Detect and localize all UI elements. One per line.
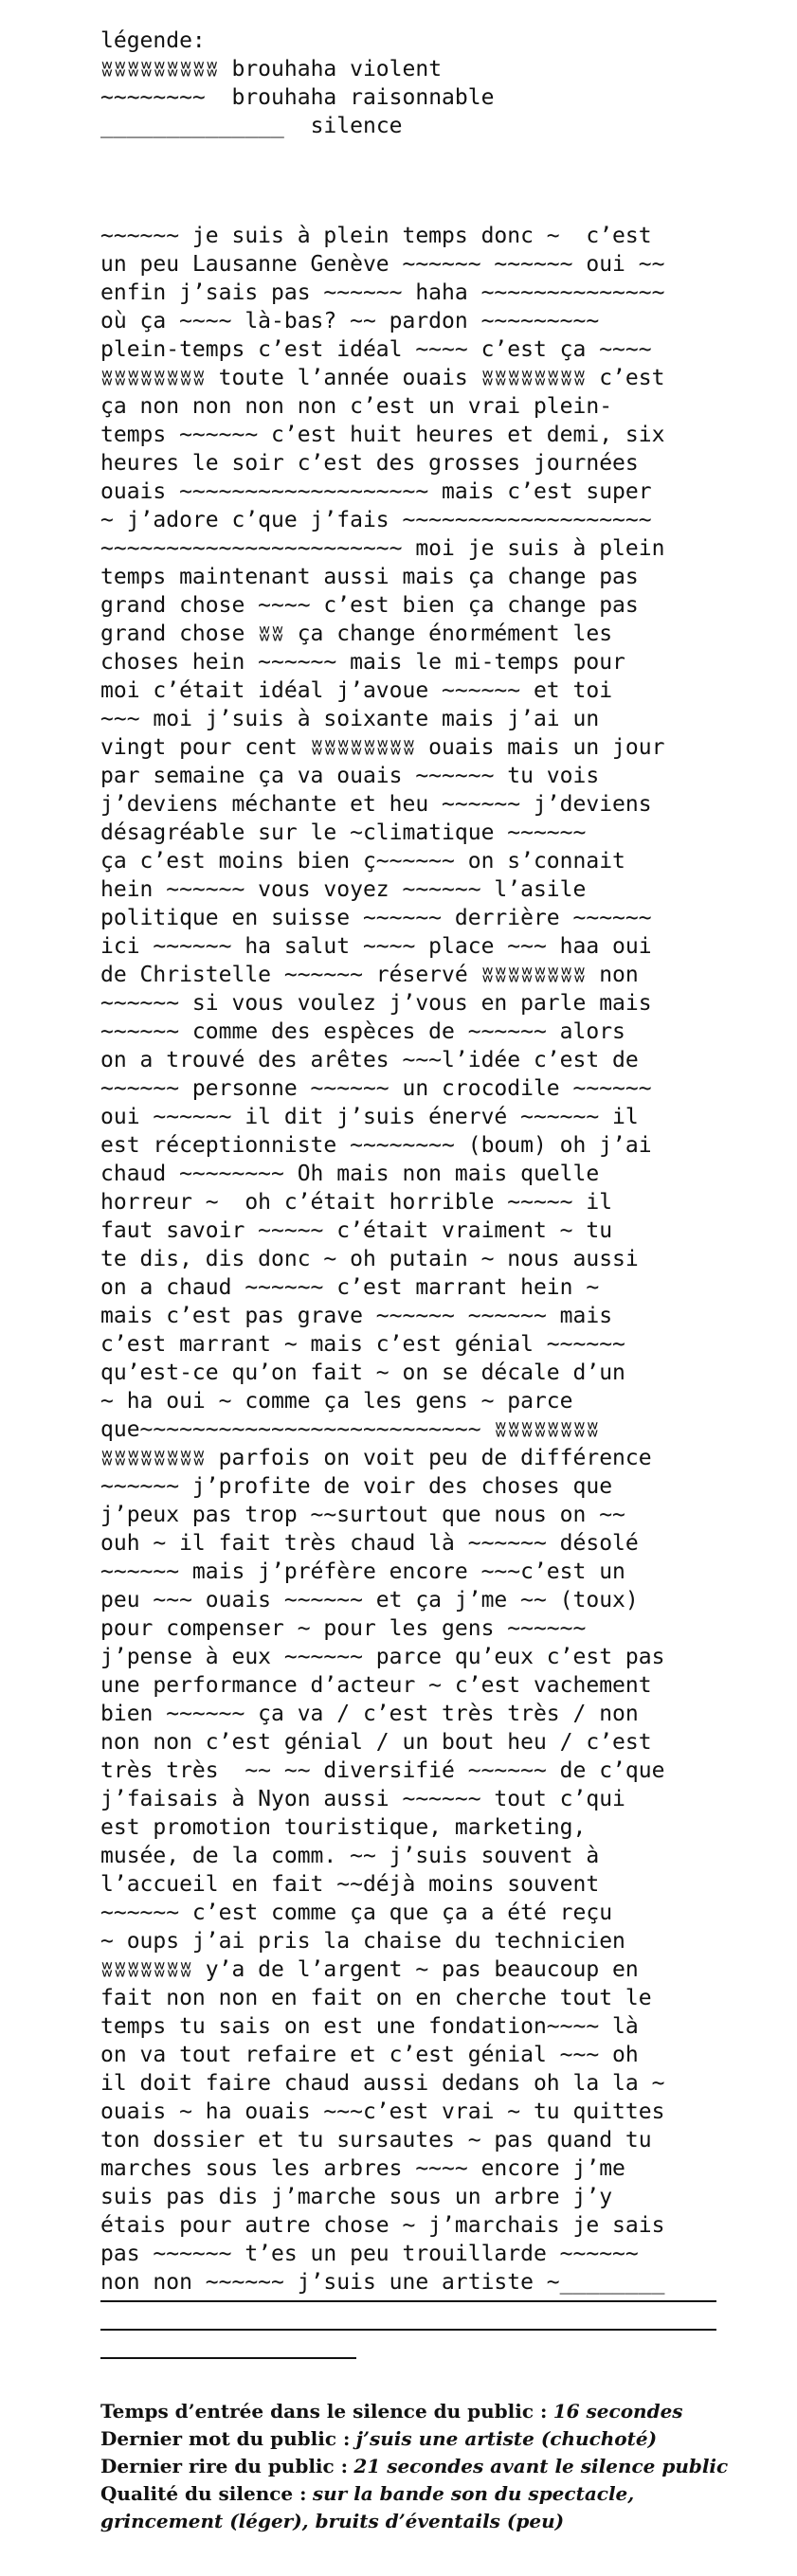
transcript-line: une performance d’acteur ~ c’est vachement [100,1673,652,1698]
transcript-line: ça c’est moins bien ç~~~~~~ on s’connait [100,849,625,874]
transcript-line: qu’est-ce qu’on fait ~ on se décale d’un [100,1360,625,1385]
legend-label: brouhaha violent [231,57,443,81]
note-value: j’suis une artiste (chuchoté) [355,2427,658,2450]
legend-symbol: ʬʬʬʬʬʬʬʬʬ [100,57,219,81]
transcript-line: te dis, dis donc ~ oh putain ~ nous aussi [100,1247,639,1271]
transcript-line: plein-temps c’est idéal ~~~~ c’est ça ~~~~ [100,337,652,362]
transcript-line: que~~~~~~~~~~~~~~~~~~~~~~~~~~ ʬʬʬʬʬʬʬʬ [100,1417,600,1442]
silence-line [100,2357,356,2359]
note-value: sur la bande son du spectacle, [312,2482,635,2505]
transcript-line: pas ~~~~~~ t’es un peu trouillarde ~~~~~~ [100,2242,639,2266]
transcript-line: ~~~~~~~~~~~~~~~~~~~~~~~ moi je suis à plein [100,536,665,561]
note-value: grincement (léger), bruits d’éventails (peu) [100,2510,565,2532]
transcript-line: un peu Lausanne Genève ~~~~~~ ~~~~~~ oui ~~ [100,252,665,277]
note-label: Qualité du silence : [100,2482,307,2505]
transcript-line: ~~~~~~ comme des espèces de ~~~~~~ alors [100,1019,625,1044]
transcript-line: désagréable sur le ~climatique ~~~~~~ [100,820,587,845]
note-label: Dernier mot du public : [100,2427,351,2450]
transcript-line: bien ~~~~~~ ça va / c’est très très / non [100,1702,639,1726]
note-label: Temps d’entrée dans le silence du public : [100,2400,548,2423]
transcript-line: j’pense à eux ~~~~~~ parce qu’eux c’est pas [100,1645,665,1669]
transcript-line: ~ oups j’ai pris la chaise du technicien [100,1929,625,1954]
transcript-line: il doit faire chaud aussi dedans oh la la ~ [100,2071,665,2096]
transcript-line: ~~~~~~ je suis à plein temps donc ~ c’est [100,224,652,248]
transcript-line: vingt pour cent ʬʬʬʬʬʬʬʬ ouais mais un jour [100,735,665,760]
transcript-line: non non c’est génial / un bout heu / c’est [100,1730,652,1755]
transcript-line: ouais ~~~~~~~~~~~~~~~~~~~ mais c’est super [100,479,652,504]
transcript-line: ʬʬʬʬʬʬʬʬ toute l’année ouais ʬʬʬʬʬʬʬʬ c’est [100,366,665,390]
transcript-line: ouh ~ il fait très chaud là ~~~~~~ désolé [100,1531,639,1556]
transcript-line: non non ~~~~~~ j’suis une artiste ~________ [100,2270,665,2295]
note-line [100,2508,745,2535]
transcript-line: marches sous les arbres ~~~~ encore j’me [100,2156,625,2181]
transcript-line: fait non non en fait on en cherche tout le [100,1986,652,2010]
transcript-line: ~~~~~~ c’est comme ça que ça a été reçu [100,1900,613,1925]
transcript-line: politique en suisse ~~~~~~ derrière ~~~~~~ [100,906,652,930]
transcript-line: l’accueil en fait ~~déjà moins souvent [100,1872,600,1897]
legend-label: silence [310,114,403,138]
transcript-line: ʬʬʬʬʬʬʬ y’a de l’argent ~ pas beaucoup en [100,1957,639,1982]
transcript-line: temps maintenant aussi mais ça change pas [100,565,639,589]
transcript-line: temps tu sais on est une fondation~~~~ là [100,2014,639,2039]
note-line [100,2453,745,2480]
note-line [100,2398,745,2425]
transcript-line: de Christelle ~~~~~~ réservé ʬʬʬʬʬʬʬʬ non [100,963,639,987]
legend-title: légende: [100,28,206,53]
transcript-line: temps ~~~~~~ c’est huit heures et demi, six [100,423,665,447]
transcript-line: est promotion touristique, marketing, [100,1815,587,1840]
legend-symbol: ~~~~~~~~ [100,85,206,110]
performance-notes [100,2398,745,2535]
transcript-line: ~~~~~~ j’profite de voir des choses que [100,1474,613,1499]
transcript-line: ~~~ moi j’suis à soixante mais j’ai un [100,707,600,731]
legend-item-silence [100,112,494,140]
transcript-line: choses hein ~~~~~~ mais le mi-temps pour [100,650,625,675]
transcript-line: très très ~~ ~~ diversifié ~~~~~~ de c’que [100,1758,665,1783]
transcript-line: ~~~~~~ si vous voulez j’vous en parle mais [100,991,652,1016]
transcript-line: ~ j’adore c’que j’fais ~~~~~~~~~~~~~~~~~~~ [100,508,652,532]
transcript-line: pour compenser ~ pour les gens ~~~~~~ [100,1616,587,1641]
transcript-line: ~~~~~~ personne ~~~~~~ un crocodile ~~~~~~ [100,1076,652,1101]
note-value: 21 secondes avant le silence public [353,2455,729,2477]
transcript-line: on a chaud ~~~~~~ c’est marrant hein ~ [100,1275,600,1300]
note-line [100,2480,745,2508]
transcript-line: mais c’est pas grave ~~~~~~ ~~~~~~ mais [100,1304,613,1328]
transcript-line: chaud ~~~~~~~~ Oh mais non mais quelle [100,1162,600,1186]
transcript-line: où ça ~~~~ là-bas? ~~ pardon ~~~~~~~~~ [100,309,600,333]
transcript-line: ton dossier et tu sursautes ~ pas quand tu [100,2128,652,2153]
transcript-line: oui ~~~~~~ il dit j’suis énervé ~~~~~~ il [100,1105,639,1129]
transcript-line: c’est marrant ~ mais c’est génial ~~~~~~ [100,1332,625,1357]
silence-line [100,2329,716,2331]
legend-item-reasonable [100,83,494,112]
note-label: Dernier rire du public : [100,2455,349,2477]
legend-symbol: ______________ [100,114,284,138]
transcript-line: par semaine ça va ouais ~~~~~~ tu vois [100,764,600,788]
transcript-text [100,222,726,2297]
legend [100,27,494,140]
transcript-line: faut savoir ~~~~~ c’était vraiment ~ tu [100,1218,613,1243]
transcript-line: grand chose ʬʬ ça change énormément les [100,621,613,646]
legend-label: brouhaha raisonnable [231,85,495,110]
transcript-line: étais pour autre chose ~ j’marchais je sais [100,2213,665,2238]
transcript-line: musée, de la comm. ~~ j’suis souvent à [100,1844,600,1868]
transcript-line: moi c’était idéal j’avoue ~~~~~~ et toi [100,678,613,703]
transcript-line: ça non non non non c’est un vrai plein- [100,394,613,419]
silence-rules [100,2300,716,2386]
transcript-line: ~~~~~~ mais j’préfère encore ~~~c’est un [100,1559,625,1584]
transcript-line: peu ~~~ ouais ~~~~~~ et ça j’me ~~ (toux) [100,1588,639,1612]
transcript-line: enfin j’sais pas ~~~~~~ haha ~~~~~~~~~~~~~~ [100,280,665,305]
transcript-line: j’faisais à Nyon aussi ~~~~~~ tout c’qui [100,1787,625,1811]
transcript-line: horreur ~ oh c’était horrible ~~~~~ il [100,1190,613,1215]
note-line [100,2425,745,2453]
transcript-line: ici ~~~~~~ ha salut ~~~~ place ~~~ haa oui [100,934,652,959]
transcript-line: est réceptionniste ~~~~~~~~ (boum) oh j’ai [100,1133,652,1158]
transcript-line: j’peux pas trop ~~surtout que nous on ~~ [100,1503,625,1527]
transcript-line: ʬʬʬʬʬʬʬʬ parfois on voit peu de différence [100,1446,652,1470]
transcript-line: ouais ~ ha ouais ~~~c’est vrai ~ tu quittes [100,2099,665,2124]
legend-item-violent [100,55,494,83]
transcript-line: grand chose ~~~~ c’est bien ça change pas [100,593,639,618]
transcript-line: hein ~~~~~~ vous voyez ~~~~~~ l’asile [100,877,587,902]
transcript-line: on va tout refaire et c’est génial ~~~ oh [100,2043,639,2067]
note-value: 16 secondes [552,2400,683,2423]
transcript-line: suis pas dis j’marche sous un arbre j’y [100,2185,613,2209]
transcript-line: ~ ha oui ~ comme ça les gens ~ parce [100,1389,573,1414]
silence-line [100,2300,716,2302]
transcript-line: j’deviens méchante et heu ~~~~~~ j’deviens [100,792,652,817]
transcript-line: on a trouvé des arêtes ~~~l’idée c’est de [100,1048,639,1072]
transcript-line: heures le soir c’est des grosses journées [100,451,639,476]
